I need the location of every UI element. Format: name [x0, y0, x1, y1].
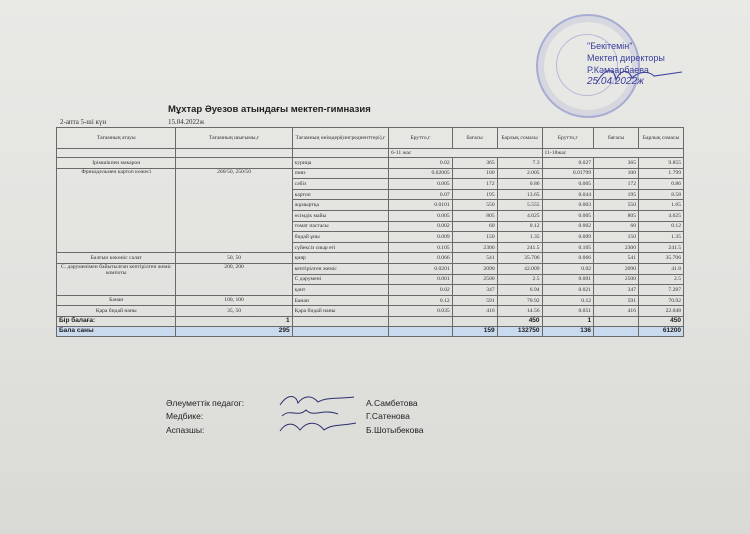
children-count: 295	[176, 326, 292, 336]
menu-body	[57, 158, 684, 317]
ingredient-value: 365	[452, 158, 497, 169]
ingredient-value: 9.855	[639, 158, 684, 169]
ingredient-name: жұмыртқа	[292, 200, 388, 211]
ingredient-value: 0.86	[497, 179, 542, 190]
signature-name-1: А.Самбетова	[366, 398, 418, 408]
ingredient-value: 2300	[594, 242, 639, 253]
children-sum-b: 61200	[639, 326, 684, 336]
ingredient-value: 2.005	[497, 168, 542, 179]
ingredient-value: 2300	[452, 242, 497, 253]
ingredient-name: бидай ұны	[292, 232, 388, 243]
ingredient-value: 1.35	[639, 232, 684, 243]
ingredient-name: қант	[292, 285, 388, 296]
ingredient-value: 1.35	[497, 232, 542, 243]
ingredient-value: 4.025	[497, 210, 542, 221]
dish-name: Ірімшікпен мәкарон	[57, 158, 176, 169]
per-child-sum-a: 450	[497, 316, 542, 326]
table-row	[57, 295, 684, 306]
ingredient-value: 0.005	[542, 179, 594, 190]
ingredient-value: 172	[594, 179, 639, 190]
ingredient-value: 0.0201	[389, 263, 453, 274]
dish-name: Қара бидай наны	[57, 306, 176, 317]
ingredient-value: 8.58	[639, 189, 684, 200]
ingredient-value: 0.12	[639, 221, 684, 232]
table-row	[57, 168, 684, 179]
ingredient-value: 150	[452, 232, 497, 243]
ingredient-value: 805	[594, 210, 639, 221]
dish-yield: 50, 50	[176, 253, 292, 264]
ingredient-value: 550	[594, 200, 639, 211]
ingredient-value: 0.02	[389, 285, 453, 296]
per-child-row	[57, 316, 684, 326]
table-row	[57, 263, 684, 274]
children-row	[57, 326, 684, 336]
ingredient-value: 195	[594, 189, 639, 200]
ingredient-value: 0.01799	[542, 168, 594, 179]
header-cell: бағасы	[452, 128, 497, 149]
ingredient-value: 22.048	[639, 306, 684, 317]
ingredient-value: 150	[594, 232, 639, 243]
approval-line-3: Р.Кәмзарбаева	[587, 65, 649, 75]
ingredient-value: 70.92	[639, 295, 684, 306]
ingredient-name: Банан	[292, 295, 388, 306]
table-row	[57, 253, 684, 264]
ingredient-value: 0.105	[389, 242, 453, 253]
ingredient-name: өсімдік майы	[292, 210, 388, 221]
ingredient-value: 0.009	[542, 232, 594, 243]
header-cell: Тағамның шығымы,г	[176, 128, 292, 149]
ingredient-value: 347	[594, 285, 639, 296]
ingredient-value: 591	[452, 295, 497, 306]
ingredient-value: 0.12	[389, 295, 453, 306]
ingredient-value: 2500	[452, 274, 497, 285]
children-sum-a: 132750	[497, 326, 542, 336]
dish-name: С. дәруменімен байытылған кептірілген жеміс компоты	[57, 263, 176, 295]
ingredient-value: 0.027	[542, 158, 594, 169]
header-cell: Брутто,г	[542, 128, 594, 149]
school-title: Мұхтар Әуезов атындағы мектеп-гимназия	[168, 104, 371, 115]
ingredient-value: 0.105	[542, 242, 594, 253]
ingredient-value: 41.8	[639, 263, 684, 274]
ingredient-value: 42.009	[497, 263, 542, 274]
ingredient-value: 0.001	[542, 274, 594, 285]
table-row	[57, 158, 684, 169]
ingredient-value: 365	[594, 158, 639, 169]
age-group-spacer	[57, 149, 176, 158]
ingredient-value: 591	[594, 295, 639, 306]
ingredient-value: 1.65	[639, 200, 684, 211]
ingredient-value: 0.02	[389, 158, 453, 169]
week-day-label: 2-апта 5-ші күн	[60, 118, 107, 126]
ingredient-value: 172	[452, 179, 497, 190]
ingredient-value: 4.025	[639, 210, 684, 221]
ingredient-value: 2090	[594, 263, 639, 274]
ingredient-name: сүйексіз сиыр еті	[292, 242, 388, 253]
age-group-a: 6-11 жас	[389, 149, 542, 158]
per-child-count-b: 1	[542, 316, 594, 326]
ingredient-value: 0.86	[639, 179, 684, 190]
children-count-a: 159	[452, 326, 497, 336]
ingredient-name: кептірілген жеміс	[292, 263, 388, 274]
signature-role-2: Медбике:	[166, 411, 204, 421]
ingredient-value: 60	[594, 221, 639, 232]
dish-yield: 200, 200	[176, 263, 292, 295]
per-child-label: Бір балаға:	[57, 316, 176, 326]
ingredient-value: 35.706	[497, 253, 542, 264]
table-row	[57, 306, 684, 317]
ingredient-value: 0.009	[389, 232, 453, 243]
ingredient-value: 0.005	[389, 179, 453, 190]
signature-scrawl-3	[278, 420, 358, 434]
age-group-row	[57, 149, 684, 158]
ingredient-value: 7.3	[497, 158, 542, 169]
ingredient-value: 805	[452, 210, 497, 221]
children-label: Бала саны	[57, 326, 176, 336]
table-header-row	[57, 128, 684, 149]
age-group-spacer	[292, 149, 388, 158]
per-child-empty	[452, 316, 497, 326]
dish-name: Балғын көкөніс салат	[57, 253, 176, 264]
ingredient-value: 6.94	[497, 285, 542, 296]
ingredient-value: 0.0101	[389, 200, 453, 211]
children-empty	[389, 326, 453, 336]
ingredient-name: Қара бидай наны	[292, 306, 388, 317]
per-child-count: 1	[176, 316, 292, 326]
ingredient-value: 0.003	[542, 200, 594, 211]
ingredient-value: 0.035	[389, 306, 453, 317]
header-cell: Тағамның өнімдері(ингредиенттері),г	[292, 128, 388, 149]
approval-line-1: "Бекітемін"	[587, 41, 633, 51]
children-empty	[292, 326, 388, 336]
ingredient-value: 0.001	[389, 274, 453, 285]
ingredient-name: сәбіз	[292, 179, 388, 190]
ingredient-value: 14.56	[497, 306, 542, 317]
ingredient-value: 2500	[594, 274, 639, 285]
ingredient-value: 0.07	[389, 189, 453, 200]
header-cell: Барлық сомасы	[497, 128, 542, 149]
ingredient-name: картоп	[292, 189, 388, 200]
ingredient-value: 0.021	[542, 285, 594, 296]
ingredient-value: 5.555	[497, 200, 542, 211]
dish-yield: 35, 50	[176, 306, 292, 317]
ingredient-value: 0.051	[542, 306, 594, 317]
ingredient-value: 541	[452, 253, 497, 264]
ingredient-value: 0.12	[542, 295, 594, 306]
signature-name-3: Б.Шотыбекова	[366, 425, 424, 435]
ingredient-value: 0.02005	[389, 168, 453, 179]
ingredient-value: 0.005	[542, 210, 594, 221]
children-empty	[594, 326, 639, 336]
approval-date: 25.04.2022ж	[587, 76, 644, 87]
ingredient-value: 541	[594, 253, 639, 264]
signature-scrawl-2	[278, 406, 358, 420]
ingredient-value: 35.706	[639, 253, 684, 264]
per-child-empty	[292, 316, 388, 326]
signature-role-1: Әлеуметтік педагог:	[166, 398, 245, 408]
ingredient-value: 2.5	[639, 274, 684, 285]
ingredient-name: қияр	[292, 253, 388, 264]
ingredient-value: 0.044	[542, 189, 594, 200]
ingredient-value: 550	[452, 200, 497, 211]
children-count-b: 136	[542, 326, 594, 336]
menu-date: 15.04.2022ж	[168, 118, 205, 126]
ingredient-value: 0.005	[389, 210, 453, 221]
ingredient-value: 0.002	[389, 221, 453, 232]
ingredient-value: 2090	[452, 263, 497, 274]
dish-name: Банан	[57, 295, 176, 306]
age-group-b: 11-18жас	[542, 149, 683, 158]
per-child-empty	[389, 316, 453, 326]
ingredient-value: 13.65	[497, 189, 542, 200]
ingredient-value: 195	[452, 189, 497, 200]
header-cell: Барлық сомасы	[639, 128, 684, 149]
ingredient-value: 100	[594, 168, 639, 179]
signature-role-3: Аспазшы:	[166, 425, 205, 435]
per-child-sum-b: 450	[639, 316, 684, 326]
ingredient-value: 347	[452, 285, 497, 296]
director-signature	[592, 62, 687, 94]
ingredient-value: 70.92	[497, 295, 542, 306]
ingredient-value: 7.287	[639, 285, 684, 296]
ingredient-value: 416	[594, 306, 639, 317]
dish-name: Фрикадельмен картоп көжесі	[57, 168, 176, 253]
signature-scrawl-1	[278, 393, 358, 407]
dish-yield	[176, 158, 292, 169]
ingredient-value: 60	[452, 221, 497, 232]
dish-yield: 100, 100	[176, 295, 292, 306]
age-group-spacer	[176, 149, 292, 158]
per-child-empty	[594, 316, 639, 326]
ingredient-value: 241.5	[497, 242, 542, 253]
ingredient-value: 100	[452, 168, 497, 179]
ingredient-value: 0.12	[497, 221, 542, 232]
ingredient-name: томат пастасы	[292, 221, 388, 232]
menu-table	[56, 127, 684, 337]
ingredient-value: 241.5	[639, 242, 684, 253]
header-cell: Тағамның атауы	[57, 128, 176, 149]
ingredient-value: 0.066	[542, 253, 594, 264]
ingredient-value: 1.799	[639, 168, 684, 179]
signature-name-2: Г.Сатенова	[366, 411, 410, 421]
ingredient-value: 0.066	[389, 253, 453, 264]
ingredient-name: С дәрумені	[292, 274, 388, 285]
header-cell: бағасы	[594, 128, 639, 149]
ingredient-value: 0.002	[542, 221, 594, 232]
header-cell: Брутто,г	[389, 128, 453, 149]
ingredient-name: пияз	[292, 168, 388, 179]
ingredient-name: курица	[292, 158, 388, 169]
dish-yield: 200/50, 250/50	[176, 168, 292, 253]
approval-line-2: Мектеп директоры	[587, 53, 665, 63]
ingredient-value: 2.5	[497, 274, 542, 285]
ingredient-value: 0.02	[542, 263, 594, 274]
ingredient-value: 416	[452, 306, 497, 317]
